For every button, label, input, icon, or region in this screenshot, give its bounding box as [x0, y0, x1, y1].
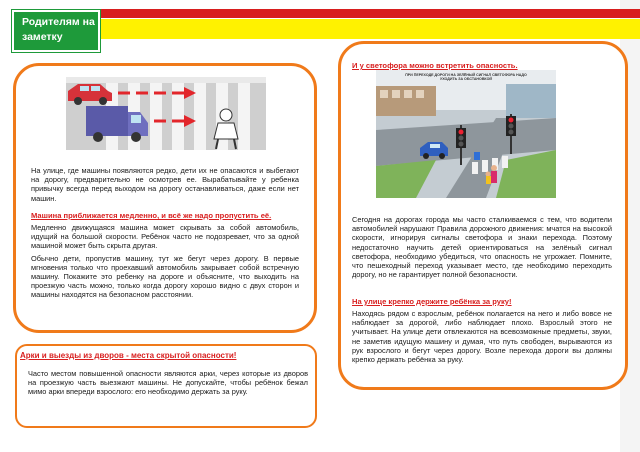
header-badge — [12, 10, 100, 52]
left-paragraph-1: Медленно движущаяся машина может скрывать за собой автомобиль, идущий на большой скорости. Ребёнок часто не подозревает, что за одной машиной может быть скрыта другая. — [31, 223, 299, 251]
illustration-caption: ПРИ ПЕРЕХОДЕ ДОРОГИ НА ЗЕЛЁНЫЙ СИГНАЛ СВЕТОФОРА НАДО УХОДИТЬ ЗА ОБСТАНОВКОЙ — [405, 73, 527, 82]
bottom-text: Часто местом повышенной опасности являются арки, через которые из дворов на проезжую часть выезжают машины. Не допускайте, чтобы ребёнок бежал мимо арки впереди взрослого: его необходимо держать за руку. — [28, 369, 308, 397]
car-overtaking-drawing — [66, 77, 266, 150]
header-red-stripe — [92, 9, 640, 18]
header-yellow-stripe — [92, 19, 640, 39]
left-text-block — [31, 223, 299, 303]
street-crossing-drawing — [376, 70, 556, 198]
car-overtaking-illustration — [66, 77, 266, 150]
badge-title-line2: заметку — [22, 31, 63, 43]
right-heading-2: На улице крепко держите ребёнка за руку! — [352, 297, 512, 306]
bottom-heading: Арки и выезды из дворов - места скрытой опасности! — [20, 351, 237, 360]
left-heading: Машина приближается медленно, и всё же надо пропустить её. — [31, 211, 272, 220]
right-paragraph-2: Находясь рядом с взрослым, ребёнок полагается на него и либо вовсе не наблюдает за дорогой, либо наблюдает плохо. Взрослый этого не учитывает. На улице дети отвлекаются на всевозможные предметы, звуки, не заметив идущую машину и думая, что путь свободен, вырываются из рук взрослого и бегут через дорогу. Возле перехода дороги вы должны крепко держать ребёнка за руку. — [352, 309, 612, 365]
right-heading: И у светофора можно встретить опасность. — [352, 61, 518, 70]
traffic-light-illustration — [376, 70, 556, 198]
badge-title-line1: Родителям на — [22, 16, 95, 28]
left-intro-text: На улице, где машины появляются редко, дети их не опасаются и выбегают на дорогу, предварительно не осмотрев ее. Вырабатывайте у ребенка привычку всегда перед выходом на дорогу останавливаться, даже если нет машин. — [31, 166, 299, 203]
left-paragraph-2: Обычно дети, пропустив машину, тут же бегут через дорогу. В первые мгновения только что проехавший автомобиль закрывает собой встречную машину. Покажите это ребенку на дороге и объясните, что выходить на проезжую часть можно, только когда дорогу хорошо видно с двух сторон и машины находятся на безопасном расстоянии. — [31, 253, 299, 300]
right-paragraph-1: Сегодня на дорогах города мы часто сталкиваемся с тем, что водители автомобилей нарушают Правила дорожного движения: мчатся на высокой скорости, игнорируя сигналы светофора и знаки перехода. Поэтому недостаточно научить детей ориентироваться на зелёный сигнал светофора, необходимо убедиться, что опасность не угрожает. Помните, что пешеходный переход указывает место, где необходимо переходить дорогу, но не гарантирует полной безопасности. — [352, 215, 612, 280]
